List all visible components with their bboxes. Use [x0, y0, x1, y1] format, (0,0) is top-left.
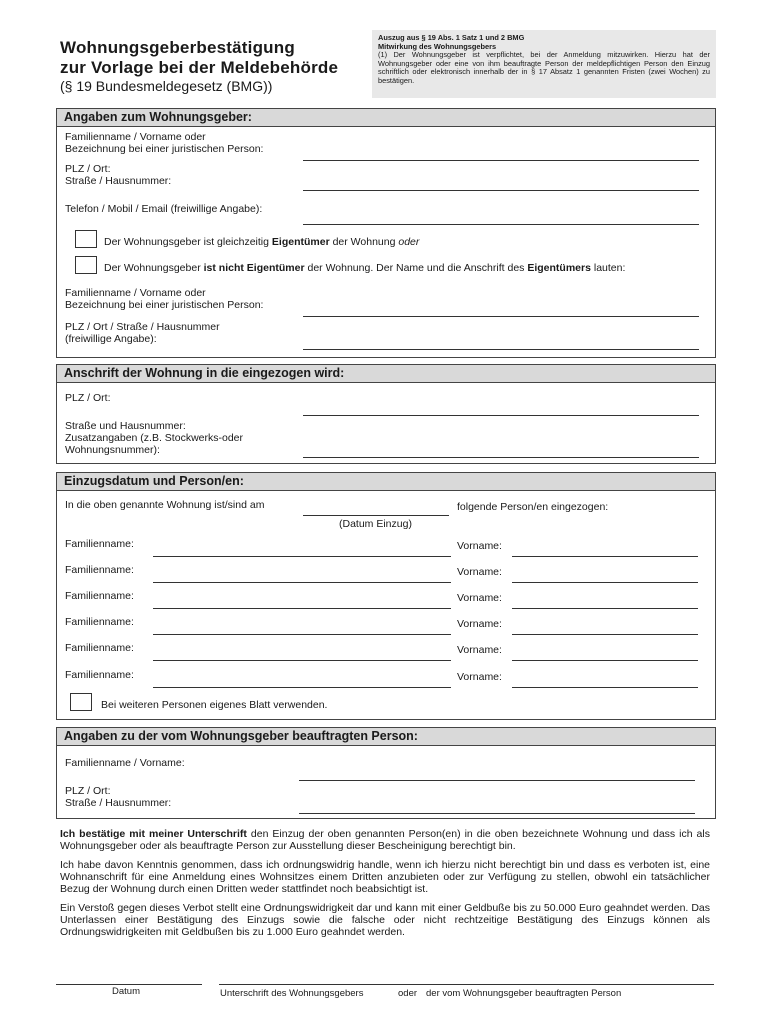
move-in-intro: In die oben genannte Wohnung ist/sind am: [65, 499, 265, 511]
representative-plz-label: PLZ / Ort:: [65, 785, 111, 797]
apartment-extra-label-1: Zusatzangaben (z.B. Stockwerks-oder: [65, 432, 243, 444]
extra-sheet-checkbox[interactable]: [70, 693, 92, 711]
move-in-persons-text: folgende Person/en eingezogen:: [457, 501, 609, 513]
owner-address-label-1: PLZ / Ort / Straße / Hausnummer: [65, 321, 220, 333]
section-header: [57, 473, 715, 491]
section-heading: Einzugsdatum und Person/en:: [64, 474, 244, 488]
person-surname-label: Familienname:: [65, 616, 134, 628]
representative-name-field[interactable]: [299, 780, 695, 781]
person-surname-field[interactable]: [153, 687, 451, 688]
owner-name-field[interactable]: [303, 316, 699, 317]
move-in-date-field[interactable]: [303, 515, 449, 516]
excerpt-text: (1) Der Wohnungsgeber ist verpflichtet, bei der Anmeldung mitzuwirken. Hierzu hat der Wohnungsgeber oder eine von ihm beauftragte Person der meldepflichtigen Person den Einzug schriftlich oder elektronisch innerhalb der in § 17 Absatz 1 genannten Fristen (zwei Wochen) zu bestätigen.: [378, 50, 710, 85]
person-firstname-label: Vorname:: [457, 540, 502, 552]
law-excerpt-box: [372, 30, 716, 98]
apartment-plz-label: PLZ / Ort:: [65, 392, 111, 404]
section-header: [57, 365, 715, 383]
landlord-phone-label: Telefon / Mobil / Email (freiwillige Angabe):: [65, 203, 263, 215]
landlord-section: [56, 108, 716, 358]
apartment-street-label: Straße und Hausnummer:: [65, 420, 186, 432]
person-surname-label: Familienname:: [65, 564, 134, 576]
law-reference: (§ 19 Bundesmeldegesetz (BMG)): [60, 78, 273, 94]
move-in-section: [56, 472, 716, 720]
landlord-street-label: Straße / Hausnummer:: [65, 175, 172, 187]
declaration-penalty: Ein Verstoß gegen dieses Verbot stellt eine Ordnungswidrigkeit dar und kann mit einer Geldbuße bis zu 50.000 Euro geahndet werden. Das Unterlassen einer Bestätigung des Einzugs sowie die falsche oder nicht rechtzeitige Bestätigung des Einzugs können als Ordnungswidrigkeiten mit Geldbußen bis zu 1.000 Euro geahndet werden.: [60, 902, 710, 938]
owner-name-label-2: Bezeichnung bei einer juristischen Person:: [65, 299, 264, 311]
declaration-confirm: Ich bestätige mit meiner Unterschrift den Einzug der oben genannten Person(en) in die oben bezeichnete Wohnung und dass ich als Wohnungsgeber oder als beauftragte Person zur Ausstellung dieser Bescheinigung berechtigt bin.: [60, 828, 710, 852]
person-surname-label: Familienname:: [65, 642, 134, 654]
person-surname-field[interactable]: [153, 634, 451, 635]
person-surname-label: Familienname:: [65, 538, 134, 550]
signature-label-part1: Unterschrift des Wohnungsgebers: [220, 988, 364, 999]
person-firstname-label: Vorname:: [457, 618, 502, 630]
person-firstname-label: Vorname:: [457, 566, 502, 578]
apartment-section: [56, 364, 716, 464]
apartment-extra-label-2: Wohnungsnummer):: [65, 444, 160, 456]
owner-address-label-2: (freiwillige Angabe):: [65, 333, 157, 345]
owner-no-text: Der Wohnungsgeber ist nicht Eigentümer der Wohnung. Der Name und die Anschrift des Eigentümers lauten:: [104, 262, 626, 274]
person-surname-field[interactable]: [153, 556, 451, 557]
person-firstname-label: Vorname:: [457, 671, 502, 683]
excerpt-subtitle: Mitwirkung des Wohnungsgebers: [378, 41, 497, 51]
landlord-phone-field[interactable]: [303, 224, 699, 225]
landlord-address-field[interactable]: [303, 190, 699, 191]
signature-label-or: oder: [398, 988, 418, 999]
section-header: [57, 109, 715, 127]
section-heading: Angaben zu der vom Wohnungsgeber beauftragten Person:: [64, 729, 418, 743]
owner-name-label-1: Familienname / Vorname oder: [65, 287, 206, 299]
move-in-date-caption: (Datum Einzug): [339, 518, 412, 530]
representative-name-label: Familienname / Vorname:: [65, 757, 185, 769]
landlord-name-label-1: Familienname / Vorname oder: [65, 131, 206, 143]
person-firstname-field[interactable]: [512, 556, 698, 557]
person-surname-label: Familienname:: [65, 669, 134, 681]
form-title-line2: zur Vorlage bei der Meldebehörde: [60, 58, 339, 77]
signature-line[interactable]: [219, 984, 714, 985]
date-label: Datum: [112, 986, 140, 997]
person-firstname-field[interactable]: [512, 582, 698, 583]
person-firstname-field[interactable]: [512, 634, 698, 635]
person-firstname-field[interactable]: [512, 660, 698, 661]
extra-sheet-text: Bei weiteren Personen eigenes Blatt verwenden.: [101, 699, 328, 711]
person-firstname-field[interactable]: [512, 608, 698, 609]
representative-section: [56, 727, 716, 819]
section-heading: Angaben zum Wohnungsgeber:: [64, 110, 252, 124]
person-firstname-field[interactable]: [512, 687, 698, 688]
owner-yes-text: Der Wohnungsgeber ist gleichzeitig Eigentümer der Wohnung oder: [104, 236, 420, 248]
apartment-address-field[interactable]: [303, 457, 699, 458]
person-firstname-label: Vorname:: [457, 592, 502, 604]
owner-no-checkbox[interactable]: [75, 256, 97, 274]
section-heading: Anschrift der Wohnung in die eingezogen wird:: [64, 366, 345, 380]
signature-label-part2: der vom Wohnungsgeber beauftragten Person: [426, 988, 622, 999]
apartment-plz-field[interactable]: [303, 415, 699, 416]
form-title-line1: Wohnungsgeberbestätigung: [60, 38, 295, 57]
person-firstname-label: Vorname:: [457, 644, 502, 656]
person-surname-field[interactable]: [153, 582, 451, 583]
person-surname-field[interactable]: [153, 608, 451, 609]
owner-yes-checkbox[interactable]: [75, 230, 97, 248]
landlord-name-label-2: Bezeichnung bei einer juristischen Person:: [65, 143, 264, 155]
person-surname-label: Familienname:: [65, 590, 134, 602]
declaration-knowledge: Ich habe davon Kenntnis genommen, dass ich ordnungswidrig handle, wenn ich hierzu nicht berechtigt bin und dass es verboten ist, eine Wohnanschrift für eine Anmeldung eines Wohnsitzes einem Dritten anzubieten oder zur Verfügung zu stellen, obwohl ein tatsächlicher Bezug der Wohnung durch einen Dritten weder stattfindet noch beabsichtigt ist.: [60, 859, 710, 895]
landlord-plz-label: PLZ / Ort:: [65, 163, 111, 175]
person-surname-field[interactable]: [153, 660, 451, 661]
excerpt-title: Auszug aus § 19 Abs. 1 Satz 1 und 2 BMG: [378, 33, 525, 42]
representative-street-label: Straße / Hausnummer:: [65, 797, 172, 809]
date-signature-line[interactable]: [56, 984, 202, 985]
landlord-name-field[interactable]: [303, 160, 699, 161]
section-header: [57, 728, 715, 746]
representative-address-field[interactable]: [299, 813, 695, 814]
owner-address-field[interactable]: [303, 349, 699, 350]
